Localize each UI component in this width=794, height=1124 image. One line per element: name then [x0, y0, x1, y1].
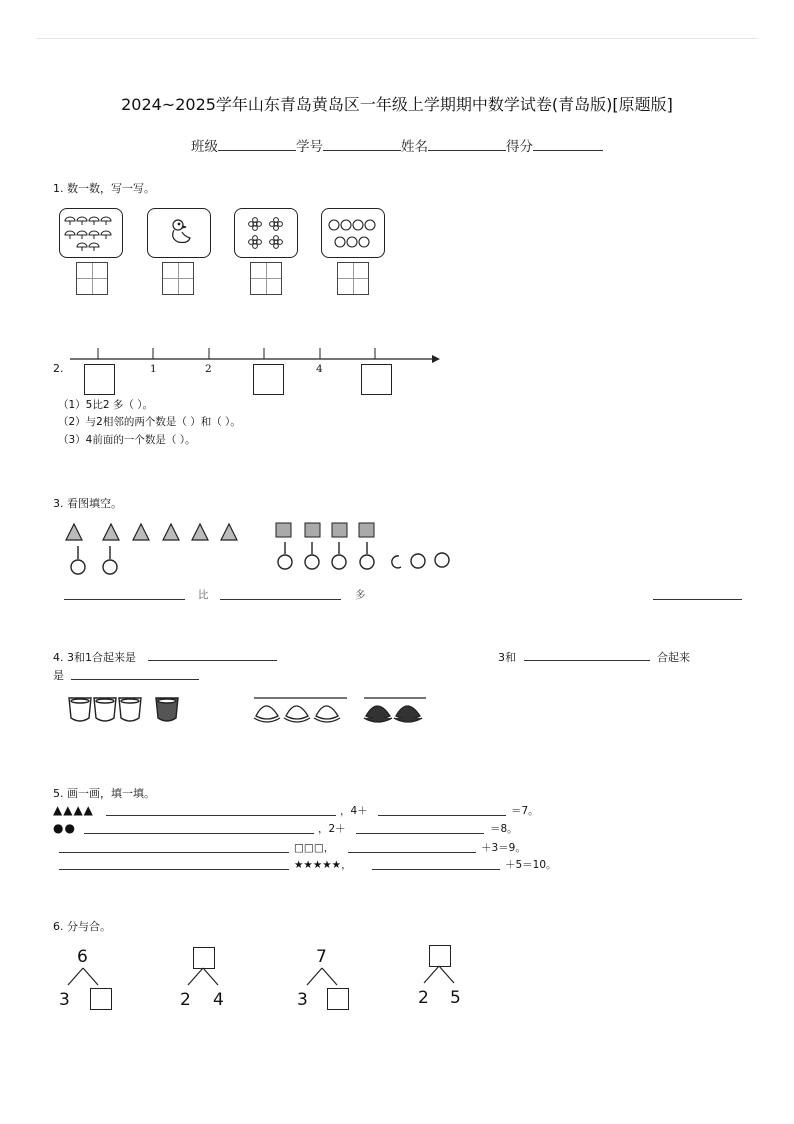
name-field[interactable]: [428, 136, 506, 151]
q2-sub-2: （2）与2相邻的两个数是（ ）和（ ）。: [58, 416, 241, 428]
score-field[interactable]: [533, 136, 603, 151]
q3-blank-2[interactable]: [220, 598, 341, 600]
q5-row3-fill-blank[interactable]: [348, 851, 476, 853]
tree4-right: 5: [450, 988, 461, 1008]
info-line: [191, 135, 603, 155]
tree4-left: 2: [418, 988, 429, 1008]
q3-duo-text: 多: [355, 589, 366, 601]
q3-label: 3. 看图填空。: [53, 497, 122, 510]
umbrella-icons: [60, 209, 122, 257]
q1-answer-box-1[interactable]: [76, 262, 108, 295]
q5-row3-shapes: □□□，: [294, 842, 335, 854]
tick-label-4: 4: [316, 363, 323, 375]
q5-row2-shapes: ●●: [53, 821, 76, 835]
q5-row2-end: ＝8。: [490, 823, 518, 835]
q1-answer-box-4[interactable]: [337, 262, 369, 295]
q5-row2-mid: ，2＋: [318, 823, 346, 835]
q2-sub-3: （3）4前面的一个数是（ ）。: [58, 434, 196, 446]
q1-card-tomatoes: [321, 208, 385, 258]
class-field[interactable]: [218, 136, 296, 151]
tree3-right-box[interactable]: [327, 988, 349, 1010]
tree1-top: 6: [77, 947, 88, 967]
tree3-left: 3: [297, 990, 308, 1010]
q4-end-text: 合起来: [657, 651, 690, 664]
q5-row3-draw-blank[interactable]: [59, 851, 289, 853]
q5-row1-fill-blank[interactable]: [378, 814, 506, 816]
q3-blank-3[interactable]: [653, 598, 742, 600]
q5-row4-shapes: ★★★★★，: [294, 859, 352, 871]
q4-mid-text: 3和: [498, 651, 516, 664]
shell-pictures: [252, 694, 432, 728]
q1-card-duck: [147, 208, 211, 258]
tree1-right-box[interactable]: [90, 988, 112, 1010]
q1-label: 1. 数一数，写一写。: [53, 182, 155, 195]
q5-row1-draw-blank[interactable]: [106, 814, 336, 816]
q5-row4-fill-blank[interactable]: [372, 868, 500, 870]
q1-answer-box-3[interactable]: [250, 262, 282, 295]
triangle-pictures: [64, 522, 244, 582]
q5-row1-shapes: ▲▲▲▲: [53, 803, 94, 817]
flower-icons: [235, 209, 297, 257]
q4-shi-text: 是: [53, 669, 64, 682]
q6-label: 6. 分与合。: [53, 920, 111, 933]
page-title: 2024~2025学年山东青岛黄岛区一年级上学期期中数学试卷(青岛版)[原题版]: [121, 95, 673, 114]
q1-card-umbrellas: [59, 208, 123, 258]
duck-icon: [148, 209, 210, 257]
q4-blank-2[interactable]: [524, 659, 650, 661]
id-field[interactable]: [323, 136, 401, 151]
number-line-box-3[interactable]: [253, 364, 284, 395]
tree1-left: 3: [59, 990, 70, 1010]
q5-row2-fill-blank[interactable]: [356, 832, 484, 834]
q4-label: 4. 3和1合起来是: [53, 651, 136, 664]
tree2-right: 4: [213, 990, 224, 1010]
q2-label: 2.: [53, 362, 64, 375]
top-divider: [36, 38, 758, 39]
q5-row1-end: ＝7。: [511, 805, 539, 817]
score-label: 得分: [506, 139, 533, 155]
number-line-box-0[interactable]: [84, 364, 115, 395]
cup-pictures: [66, 694, 186, 728]
q5-row1-mid: ，4＋: [340, 805, 368, 817]
q4-blank-3[interactable]: [71, 678, 199, 680]
square-pictures: [272, 520, 462, 582]
tomato-icons: [322, 209, 384, 257]
tree1-branches: [60, 965, 120, 987]
number-line-box-5[interactable]: [361, 364, 392, 395]
q5-row4-end: ＋5＝10。: [505, 859, 557, 871]
q5-row3-end: ＋3＝9。: [481, 842, 526, 854]
q5-row4-draw-blank[interactable]: [59, 868, 289, 870]
tree2-left: 2: [180, 990, 191, 1010]
tree3-branches: [298, 965, 358, 987]
id-label: 学号: [296, 139, 323, 155]
q5-label: 5. 画一画，填一填。: [53, 787, 155, 800]
q3-bi-text: 比: [198, 589, 209, 601]
q1-answer-box-2[interactable]: [162, 262, 194, 295]
q4-blank-1[interactable]: [148, 659, 277, 661]
class-label: 班级: [191, 139, 218, 155]
tick-label-2: 2: [205, 363, 212, 375]
q1-card-flowers: [234, 208, 298, 258]
tree3-top: 7: [316, 947, 327, 967]
tree4-branches: [416, 963, 476, 985]
tick-label-1: 1: [150, 363, 157, 375]
q3-blank-1[interactable]: [64, 598, 185, 600]
tree2-branches: [180, 965, 240, 987]
name-label: 姓名: [401, 139, 428, 155]
q2-sub-1: （1）5比2 多（ ）。: [58, 399, 153, 411]
q5-row2-draw-blank[interactable]: [84, 832, 314, 834]
